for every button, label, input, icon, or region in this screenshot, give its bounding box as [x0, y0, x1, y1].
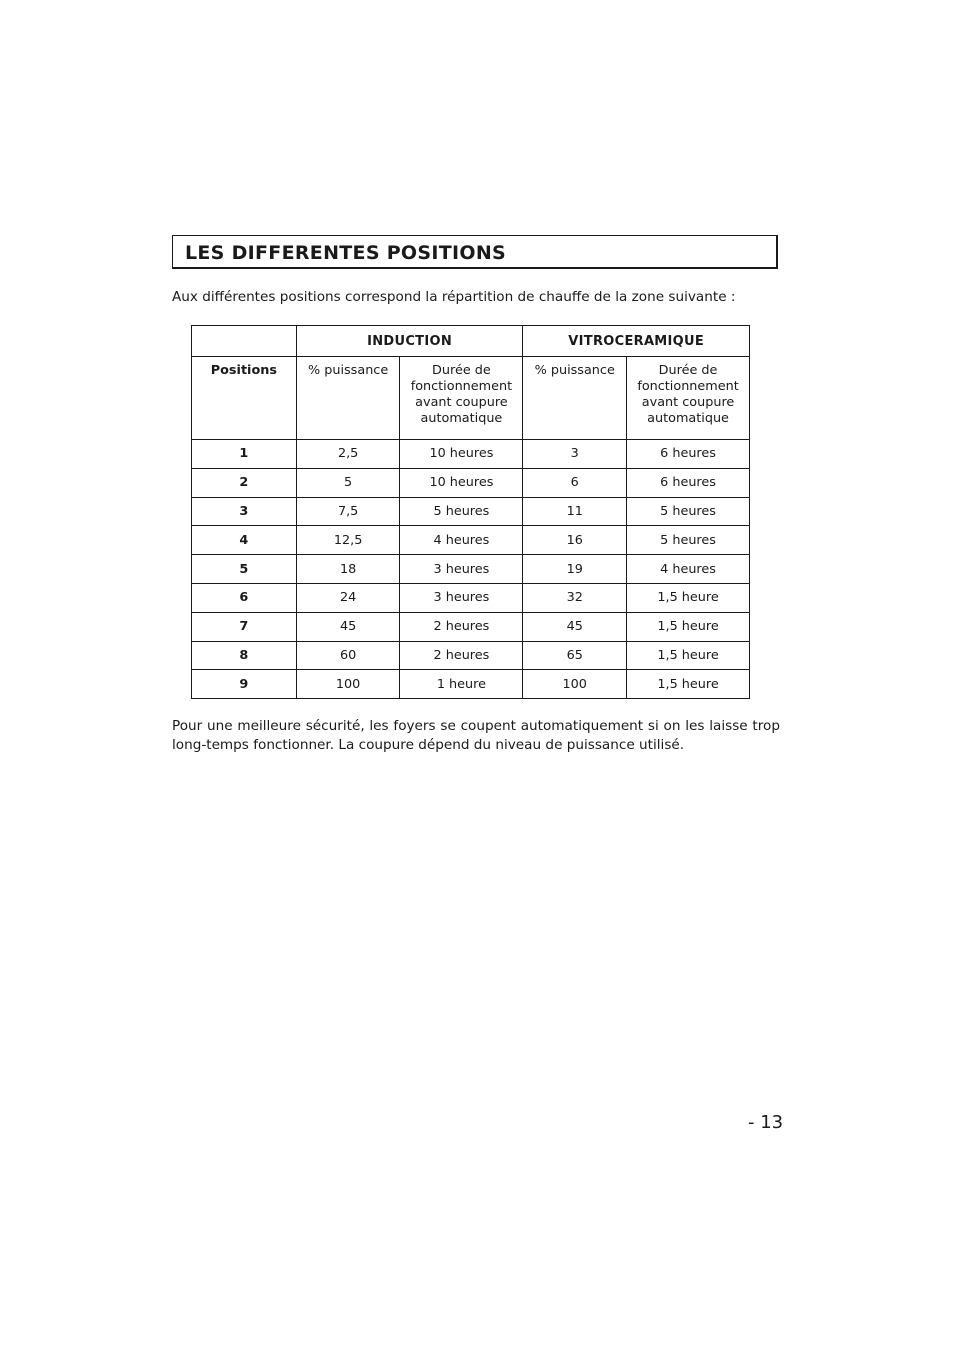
table-subheader-row [192, 357, 750, 440]
positions-header: Positions [192, 357, 297, 440]
positions-table [191, 325, 750, 699]
cell-induction-duree: 2 heures [400, 641, 523, 670]
cell-position: 3 [192, 497, 297, 526]
cell-position: 2 [192, 468, 297, 497]
cell-position: 9 [192, 670, 297, 699]
table-row [192, 497, 750, 526]
cell-induction-pct: 24 [296, 583, 400, 612]
table-body [192, 440, 750, 699]
cell-vitro-pct: 3 [523, 440, 627, 469]
cell-vitro-pct: 16 [523, 526, 627, 555]
induction-duree-header: Durée de fonctionnement avant coupure automatique [400, 357, 523, 440]
cell-induction-duree: 4 heures [400, 526, 523, 555]
cell-induction-pct: 5 [296, 468, 400, 497]
table-row [192, 440, 750, 469]
cell-induction-pct: 12,5 [296, 526, 400, 555]
cell-vitro-duree: 1,5 heure [627, 641, 750, 670]
page-number: - 13 [748, 1112, 784, 1133]
cell-induction-duree: 2 heures [400, 612, 523, 641]
cell-position: 6 [192, 583, 297, 612]
intro-text: Aux différentes positions correspond la répartition de chauffe de la zone suivante : [172, 289, 736, 305]
cell-vitro-duree: 1,5 heure [627, 670, 750, 699]
cell-vitro-pct: 19 [523, 555, 627, 584]
cell-induction-duree: 1 heure [400, 670, 523, 699]
cell-position: 7 [192, 612, 297, 641]
table-row [192, 555, 750, 584]
cell-position: 5 [192, 555, 297, 584]
cell-induction-pct: 7,5 [296, 497, 400, 526]
cell-induction-duree: 10 heures [400, 468, 523, 497]
cell-induction-pct: 45 [296, 612, 400, 641]
table-row [192, 641, 750, 670]
cell-vitro-pct: 45 [523, 612, 627, 641]
cell-vitro-pct: 100 [523, 670, 627, 699]
cell-vitro-pct: 11 [523, 497, 627, 526]
cell-vitro-pct: 32 [523, 583, 627, 612]
cell-induction-duree: 5 heures [400, 497, 523, 526]
cell-vitro-duree: 5 heures [627, 497, 750, 526]
vitroceramique-header: VITROCERAMIQUE [523, 326, 750, 357]
section-title: LES DIFFERENTES POSITIONS [185, 242, 507, 264]
induction-pct-header: % puissance [296, 357, 400, 440]
table-row [192, 583, 750, 612]
cell-position: 4 [192, 526, 297, 555]
cell-vitro-pct: 65 [523, 641, 627, 670]
cell-induction-duree: 10 heures [400, 440, 523, 469]
cell-induction-pct: 100 [296, 670, 400, 699]
cell-position: 8 [192, 641, 297, 670]
cell-induction-duree: 3 heures [400, 583, 523, 612]
cell-induction-pct: 60 [296, 641, 400, 670]
cell-vitro-duree: 6 heures [627, 468, 750, 497]
cell-induction-pct: 2,5 [296, 440, 400, 469]
cell-vitro-pct: 6 [523, 468, 627, 497]
cell-induction-duree: 3 heures [400, 555, 523, 584]
table-row [192, 526, 750, 555]
induction-header: INDUCTION [296, 326, 523, 357]
vitro-duree-header: Durée de fonctionnement avant coupure automatique [627, 357, 750, 440]
cell-vitro-duree: 6 heures [627, 440, 750, 469]
cell-vitro-duree: 1,5 heure [627, 612, 750, 641]
vitro-pct-header: % puissance [523, 357, 627, 440]
section-title-box [172, 235, 778, 269]
table-group-header-row [192, 326, 750, 357]
empty-header-cell [192, 326, 297, 357]
cell-vitro-duree: 5 heures [627, 526, 750, 555]
cell-position: 1 [192, 440, 297, 469]
table-row [192, 612, 750, 641]
cell-vitro-duree: 4 heures [627, 555, 750, 584]
safety-note: Pour une meilleure sécurité, les foyers se coupent automatiquement si on les laisse trop long-temps fonctionner. La coupure dépend du niveau de puissance utilisé. [172, 718, 780, 753]
cell-induction-pct: 18 [296, 555, 400, 584]
table-row [192, 468, 750, 497]
table-row [192, 670, 750, 699]
cell-vitro-duree: 1,5 heure [627, 583, 750, 612]
